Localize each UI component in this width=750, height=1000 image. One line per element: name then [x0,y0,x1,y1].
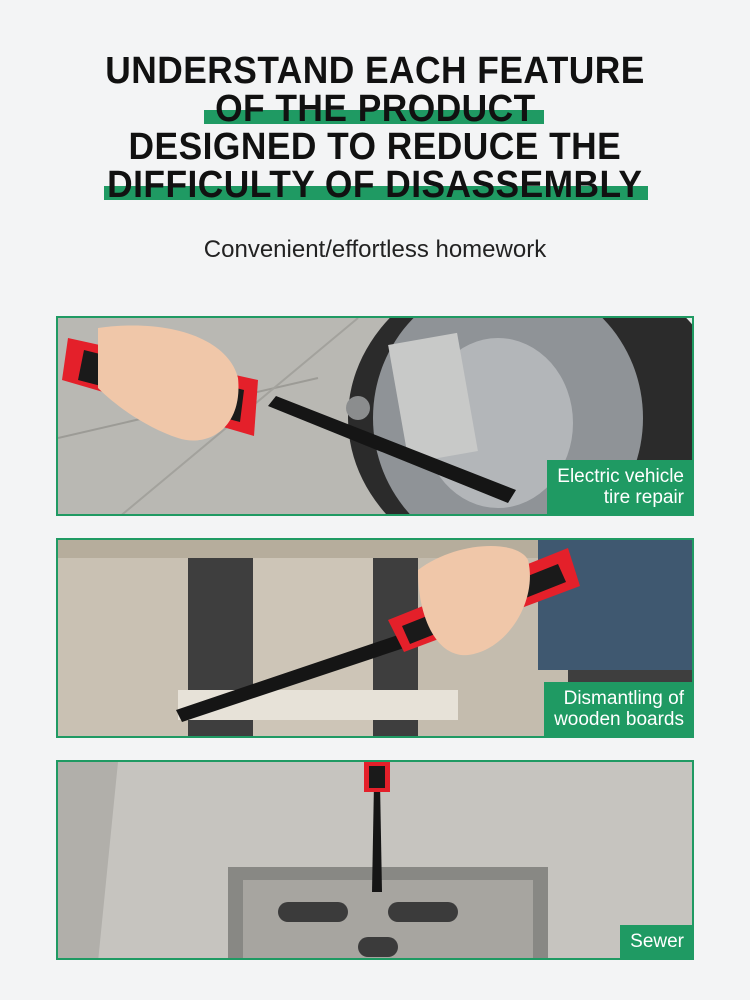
headline-line-1: UNDERSTAND EACH FEATURE [105,50,645,92]
label-sewer: Sewer [620,925,692,958]
label-dismantling-of-wooden-boards: Dismantling of wooden boards [544,682,692,736]
headline-line-2: OF THE PRODUCT [0,90,750,128]
headline-line-4: DIFFICULTY OF DISASSEMBLY [0,166,750,204]
headline [0,52,750,204]
panel-sewer [56,760,694,960]
sewer-photo [58,762,694,960]
label-electric-vehicle-tire-repair: Electric vehicle tire repair [547,460,692,514]
panel-tire-repair [56,316,694,516]
headline-line-3: DESIGNED TO REDUCE THE [128,126,622,168]
panel-wooden-boards [56,538,694,738]
subtitle: Convenient/effortless homework [203,236,547,263]
